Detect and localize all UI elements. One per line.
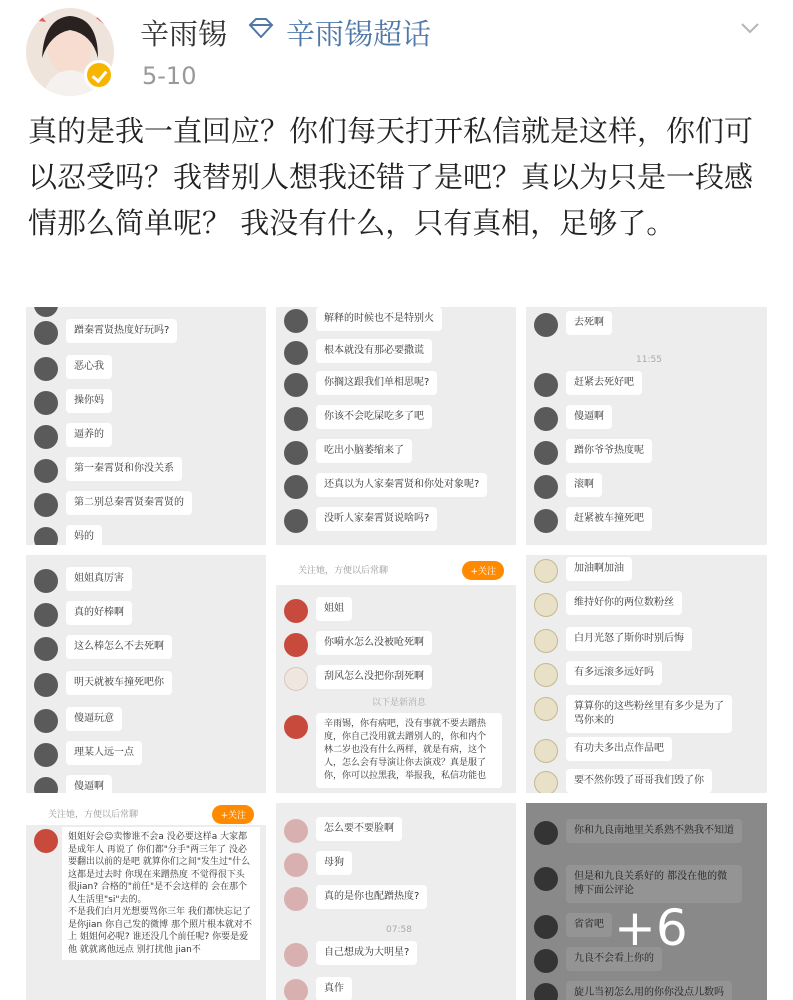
chat-bubble: 算算你的这些粉丝里有多少是为了骂你来的: [566, 695, 732, 733]
chat-bubble: 要不然你毁了哥哥我们毁了你: [566, 769, 712, 793]
chat-bubble: 你嗬水怎么没被呛死啊: [316, 631, 432, 655]
avatar: [284, 509, 308, 533]
avatar: [284, 667, 308, 691]
more-images-overlay[interactable]: [526, 803, 767, 1000]
avatar: [534, 559, 558, 583]
post-date: 5-10: [142, 62, 197, 90]
chat-bubble: 第一秦霄贤和你没关系: [66, 457, 182, 481]
chat-bubble: 根本就没有那必要撒谎: [316, 339, 432, 363]
chat-bubble: 刮风怎么没把你刮死啊: [316, 665, 432, 689]
avatar: [284, 441, 308, 465]
avatar: [34, 307, 58, 317]
chat-bubble: 你搁这跟我们单相思呢?: [316, 371, 437, 395]
avatar: [534, 771, 558, 793]
chat-bubble: 有功夫多出点作品吧: [566, 737, 672, 761]
chat-bubble: 姐姐真厉害: [66, 567, 132, 591]
avatar: [34, 777, 58, 793]
chat-bubble: 赶紧去死好吧: [566, 371, 642, 395]
avatar: [34, 459, 58, 483]
grid-image-8[interactable]: [276, 803, 516, 1000]
chat-bubble: 维持好你的两位数粉丝: [566, 591, 682, 615]
avatar: [534, 593, 558, 617]
avatar: [284, 407, 308, 431]
avatar: [284, 715, 308, 739]
chat-bubble: 吃出小脑萎缩来了: [316, 439, 412, 463]
avatar: [34, 673, 58, 697]
chat-bubble: 姐姐: [316, 597, 352, 621]
chat-bubble: 真的好棒啊: [66, 601, 132, 625]
chat-bubble: 怎么要不要脸啊: [316, 817, 402, 841]
more-images-count: +6: [614, 899, 688, 957]
new-messages-divider: 以下是新消息: [372, 698, 427, 708]
avatar: [534, 373, 558, 397]
chat-bubble: 第二别总秦霄贤秦霄贤的: [66, 491, 192, 515]
avatar: [34, 493, 58, 517]
avatar: [34, 637, 58, 661]
avatar: [34, 357, 58, 381]
grid-image-1[interactable]: [26, 307, 266, 545]
chat-bubble: 省省吧: [566, 913, 612, 937]
avatar: [34, 709, 58, 733]
follow-hint: 关注她，方便以后常聊: [48, 810, 139, 820]
follow-bar: [276, 555, 516, 585]
chat-bubble: 傻逼啊: [566, 405, 612, 429]
grid-image-9[interactable]: [526, 803, 767, 1000]
chat-bubble: 没听人家秦霄贤说啥吗?: [316, 507, 437, 531]
grid-image-4[interactable]: [26, 555, 266, 793]
avatar: [284, 633, 308, 657]
avatar: [284, 943, 308, 967]
avatar: [534, 313, 558, 337]
chat-bubble: 自己想成为大明星?: [316, 941, 417, 965]
chat-bubble: 理某人远一点: [66, 741, 142, 765]
avatar: [534, 739, 558, 763]
chat-bubble: 蹭秦霄贤热度好玩吗?: [66, 319, 177, 343]
grid-image-5[interactable]: [276, 555, 516, 793]
chat-bubble: 操你妈: [66, 389, 112, 413]
chat-bubble: 姐姐好会☺卖惨谁不会a 没必要这样a 大家都是成年人 再说了 你们都"分手"两三年了 没必要翻出以前的是吧 就算你们之间"发生过"什么 这都是过去时 你现在来蹭热度 不觉得很下头 很jian? 合格的"前任"是不会这样的 会在那个人生活里"si"去的。 不是我们白月光想要骂你三年 我们都快忘记了 是你jian 你自己发的微博 那个照片根本就对不上 姐姐何必呢? 谁还没几个前任呢? 你要是爱他 就就离他远点 别打扰他 jian不: [62, 827, 260, 960]
chat-bubble: 蹭你爷爷热度呢: [566, 439, 652, 463]
chat-timestamp: 11:55: [636, 355, 662, 365]
avatar: [534, 663, 558, 687]
username[interactable]: 辛雨锡: [140, 17, 228, 51]
image-grid: [26, 307, 767, 1000]
super-topic-link[interactable]: 辛雨锡超话: [286, 17, 432, 51]
grid-image-2[interactable]: [276, 307, 516, 545]
chat-bubble: 你和九良南地里关系熟不熟我不知道: [566, 819, 742, 843]
chat-timestamp: 07:58: [386, 925, 412, 935]
avatar: [534, 629, 558, 653]
chat-bubble: 还真以为人家秦霄贤和你处对象呢?: [316, 473, 487, 497]
post-text: 真的是我一直回应？你们每天打开私信就是这样，你们可以忍受吗？我替别人想我还错了是吧？真以为只是一段感情那么简单呢？ 我没有什么，只有真相，足够了。: [28, 114, 754, 240]
avatar: [534, 697, 558, 721]
avatar: [284, 599, 308, 623]
follow-button[interactable]: +关注: [462, 561, 504, 580]
chat-bubble: 母狗: [316, 851, 352, 875]
avatar: [34, 829, 58, 853]
avatar: [34, 321, 58, 345]
chat-bubble: 旋儿当初怎么用的你你没点儿数吗: [566, 981, 732, 1000]
chat-bubble: 但是和九良关系好的 都没在他的微博下面公评论: [566, 865, 742, 903]
chat-bubble: 妈的: [66, 525, 102, 545]
chat-bubble: 解释的时候也不是特别火: [316, 307, 442, 331]
grid-image-6[interactable]: [526, 555, 767, 793]
chat-bubble: 这么棒怎么不去死啊: [66, 635, 172, 659]
avatar: [284, 853, 308, 877]
chat-bubble: 滚啊: [566, 473, 602, 497]
chat-bubble: 有多远滚多远好吗: [566, 661, 662, 685]
avatar: [34, 527, 58, 545]
follow-bar: [26, 803, 266, 825]
chat-bubble: 明天就被车撞死吧你: [66, 671, 172, 695]
avatar: [34, 425, 58, 449]
post-header: [0, 0, 793, 100]
chat-bubble: 辛雨锡，你有病吧，没有事就不要去蹭热度，你自己没用就去蹭别人的，你和内个林二岁也没有什么两样，就是有病，这个人，怎么会有导演让你去演戏？真是服了你，你可以拉黑我，举报我，私信功能也: [316, 713, 502, 788]
avatar: [534, 509, 558, 533]
chat-bubble: 你该不会吃屎吃多了吧: [316, 405, 432, 429]
chat-bubble: 赶紧被车撞死吧: [566, 507, 652, 531]
avatar: [34, 569, 58, 593]
avatar: [34, 603, 58, 627]
chat-bubble: 白月光怒了斯你时别后悔: [566, 627, 692, 651]
verified-badge-icon: [84, 60, 114, 90]
follow-button[interactable]: +关注: [212, 805, 254, 824]
avatar: [284, 475, 308, 499]
follow-hint: 关注她，方便以后常聊: [298, 566, 389, 576]
chat-bubble: 加油啊加油: [566, 557, 632, 581]
chat-bubble: 真的是你也配蹭热度?: [316, 885, 427, 909]
grid-image-7[interactable]: [26, 803, 266, 1000]
chat-bubble: 九良不会看上你的: [566, 947, 662, 971]
chat-bubble: 傻逼啊: [66, 775, 112, 793]
avatar: [284, 341, 308, 365]
avatar: [284, 309, 308, 333]
avatar: [534, 475, 558, 499]
chat-bubble: 去死啊: [566, 311, 612, 335]
chat-bubble: 逼养的: [66, 423, 112, 447]
chat-bubble: 恶心我: [66, 355, 112, 379]
avatar: [534, 407, 558, 431]
chat-bubble: 真作: [316, 977, 352, 1000]
avatar: [534, 441, 558, 465]
super-topic-diamond-icon: [248, 18, 274, 38]
chevron-down-icon[interactable]: [740, 18, 760, 38]
avatar: [34, 391, 58, 415]
grid-image-3[interactable]: [526, 307, 767, 545]
avatar: [34, 743, 58, 767]
avatar: [284, 819, 308, 843]
avatar: [284, 373, 308, 397]
avatar: [284, 979, 308, 1000]
chat-bubble: 傻逼玩意: [66, 707, 122, 731]
avatar: [284, 887, 308, 911]
